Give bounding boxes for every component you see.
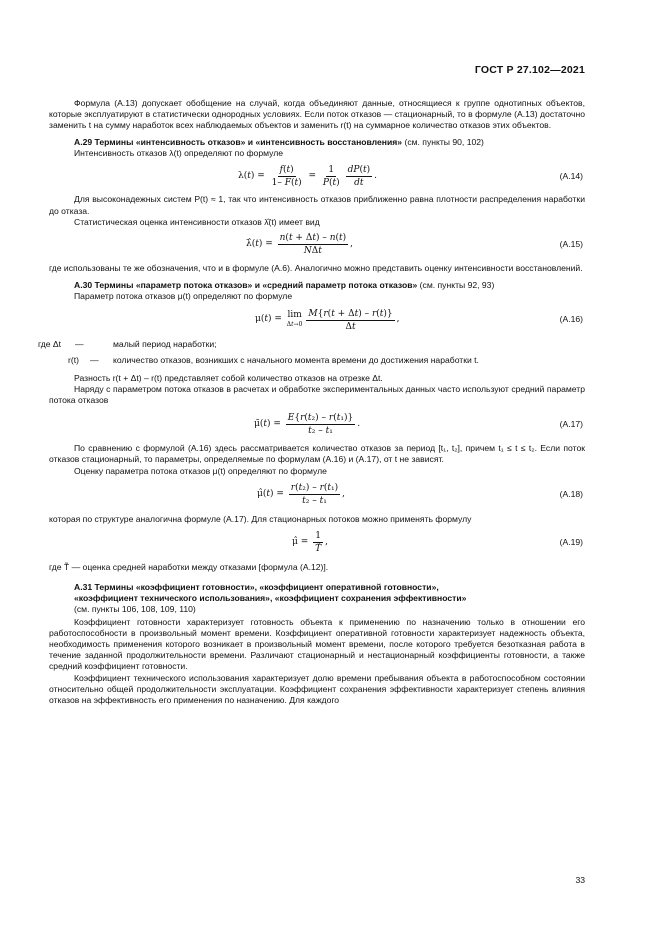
definition-symbol: где Δt (38, 339, 62, 350)
equation-number: (А.14) (559, 170, 583, 181)
section-title: А.30 Термины «параметр потока отказов» и «средний параметр потока отказов» (74, 279, 418, 290)
equation-number: (А.19) (559, 537, 583, 548)
standard-header: ГОСТ Р 27.102—2021 (474, 64, 585, 76)
paragraph: Формула (А.13) допускает обобщение на случай, когда объединяют данные, относящиеся к группе однотипных объектов, которые эксплуатируют в статистически однородных условиях. Если поток отказов — стационарный, то в формуле (А.13) достаточно заменить t на сумму наработок всех наблюдаемых объектов и заменить r(t) на суммарное количество отказов этих объектов. (49, 98, 585, 131)
section-refs: (см. пункты 90, 102) (402, 137, 484, 148)
formula: μ̂ = $\frac{1}{T̃}$ , (292, 531, 329, 555)
equation-number: (А.18) (559, 489, 583, 500)
paragraph: Разность r(t + Δt) – r(t) представляет собой количество отказов на отрезке Δt. (74, 373, 383, 384)
formula: μ̄( t ) = $\frac{\text{E\{r(t₂) – r(t₁)\}}}{\text{t₂ – t₁}}$ . (254, 412, 361, 436)
definition-text: количество отказов, возникших с начального момента времени до достижения наработки t. (113, 355, 479, 366)
paragraph: Интенсивность отказов λ(t) определяют по формуле (74, 148, 284, 159)
paragraph: Оценку параметра потока отказов μ(t) определяют по формуле (74, 465, 327, 476)
equation-a17 (49, 409, 585, 439)
equation-number: (А.17) (559, 418, 583, 429)
paragraph: Коэффициент готовности характеризует готовность объекта к применению по назначению только в отношении его работоспособности в произвольный момент времени. Коэффициент оперативной готовности характеризует надежность объекта, необходимость применения которого возникает в произвольный момент времени, после которого требуется безотказная работа в течение заданной продолжительности времени. Различают стационарный и нестационарный коэффициенты готовности, а также средний коэффициент готовности. (49, 617, 585, 672)
paragraph: Статистическая оценка интенсивности отказов λ̂(t) имеет вид (74, 216, 320, 227)
definition-symbol: r(t) (68, 355, 79, 366)
definition-dash: — (90, 355, 99, 366)
section-a31-heading-line2 (49, 593, 585, 604)
paragraph: По сравнению с формулой (А.16) здесь рассматривается количество отказов за период [t₁, t₂], причем t₁ ≤ t ≤ t₂. Если поток отказов стационарный, то параметры, определяемые по формулам (А.16) и (А.17), от t не зависят. (49, 443, 585, 465)
definition-text: малый период наработки; (113, 339, 217, 350)
formula: λ̂( t ) = $\frac{n(t + \Delta t) - n(t)}{\text{NΔt}}$ , (246, 233, 354, 257)
definition-row (49, 355, 585, 368)
paragraph: Наряду с параметром потока отказов в расчетах и обработке экспериментальных данных часто используют средний параметр потока отказов (49, 384, 585, 406)
equation-a19 (49, 528, 585, 558)
section-a29-heading (49, 137, 585, 148)
page-number: 33 (575, 875, 585, 885)
formula: μ( t ) = lim Δt→0 $\frac{M\{r(t + \Delta t) - r(t)\}}{\Delta t}$ , (255, 308, 400, 332)
paragraph: где T̃ — оценка средней наработки между отказами [формула (А.12)]. (49, 561, 329, 572)
document-body (38, 98, 585, 706)
section-title: А.31 Термины «коэффициент готовности», «коэффициент оперативной готовности», (74, 581, 439, 592)
formula: λ( t ) = $\frac{f(t)}{1- F(t)}$ = $\frac{1}{P(t)}$ $\frac{dP(t)}{dt}$ . (238, 164, 377, 188)
paragraph: Параметр потока отказов μ(t) определяют по формуле (74, 290, 293, 301)
paragraph: Коэффициент технического использования характеризует долю времени пребывания объекта в работоспособном состоянии относительно общей продолжительности эксплуатации. Коэффициент сохранения эффективности характеризует степень влияния отказов на эффективность его применения по назначению. Для каждого (49, 672, 585, 705)
paragraph: которая по структуре аналогична формуле (А.17). Для стационарных потоков можно применять формулу (49, 513, 472, 524)
section-refs: (см. пункты 106, 108, 109, 110) (74, 603, 196, 614)
equation-number: (А.15) (559, 239, 583, 250)
definition-row (38, 339, 585, 352)
section-a30-heading (49, 280, 585, 291)
section-a31-heading (49, 582, 585, 593)
definition-dash: — (75, 339, 84, 350)
section-title: А.29 Термины «интенсивность отказов» и «интенсивность восстановления» (74, 137, 403, 148)
equation-a18 (49, 480, 585, 510)
equation-a14 (49, 162, 585, 190)
equation-a15 (49, 231, 585, 259)
paragraph: Для высоконадежных систем P(t) ≈ 1, так что интенсивность отказов приближенно равна плотности распределения наработки до отказа. (49, 194, 585, 216)
paragraph: где использованы те же обозначения, что и в формуле (А.6). Аналогично можно представить оценку интенсивности восстановлений. (49, 262, 583, 273)
section-title: «коэффициент технического использования», «коэффициент сохранения эффективности» (74, 592, 467, 603)
formula: μ̂( t ) = $\frac{\text{r(t₂) – r(t₁)}}{\text{t₂ – t₁}}$ , (257, 483, 346, 507)
equation-a16 (49, 305, 585, 335)
equation-number: (А.16) (559, 314, 583, 325)
section-refs: (см. пункты 92, 93) (417, 279, 495, 290)
